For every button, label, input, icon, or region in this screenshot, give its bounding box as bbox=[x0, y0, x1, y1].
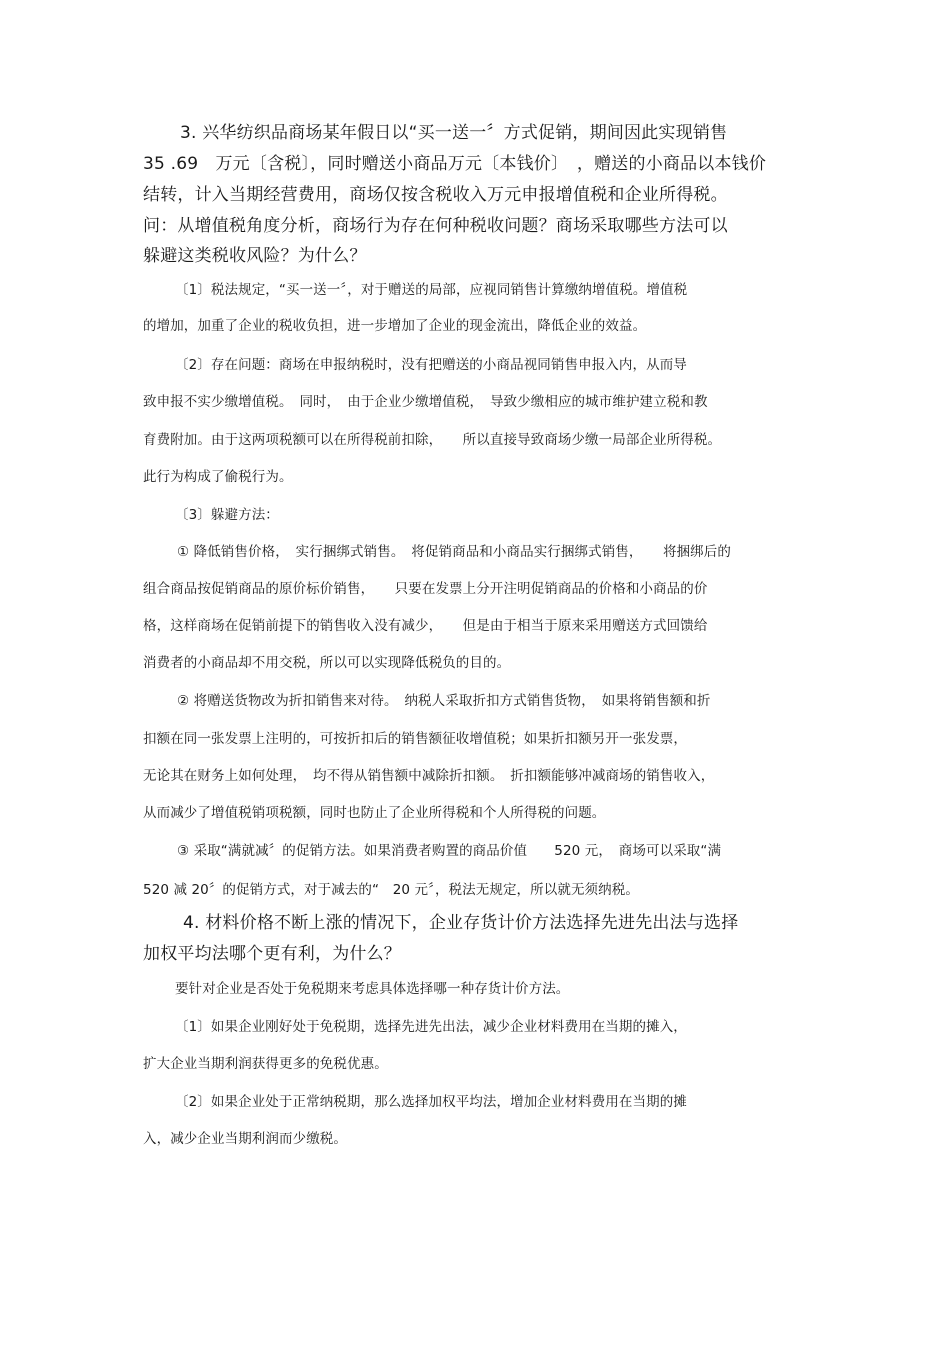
answer3-line-16: ③ 采取“满就减〞的促销方法。如果消费者购置的商品价值 520 元， 商场可以采取“满 bbox=[177, 843, 722, 859]
question3-line-5: 躲避这类税收风险？为什么？ bbox=[143, 246, 367, 266]
answer3-line-14: 无论其在财务上如何处理， 均不得从销售额中减除折扣额。 折扣额能够冲减商场的销售收入， bbox=[143, 768, 715, 784]
answer3-line-17: 520 减 20〞的促销方式，对于减去的“ 20 元〞，税法无规定，所以就无须纳税。 bbox=[143, 882, 639, 898]
answer3-line-10: 格，这样商场在促销前提下的销售收入没有减少， 但是由于相当于原来采用赠送方式回馈给 bbox=[143, 618, 708, 634]
answer4-line-2: 〔1〕如果企业刚好处于免税期，选择先进先出法，减少企业材料费用在当期的摊入， bbox=[175, 1019, 687, 1035]
answer3-line-3: 〔2〕存在问题：商场在申报纳税时，没有把赠送的小商品视同销售申报入内，从而导 bbox=[175, 357, 687, 373]
answer3-line-8: ① 降低销售价格， 实行捆绑式销售。 将促销商品和小商品实行捆绑式销售， 将捆绑后的 bbox=[177, 544, 731, 560]
answer3-line-6: 此行为构成了偷税行为。 bbox=[143, 469, 293, 485]
answer4-line-1: 要针对企业是否处于免税期来考虑具体选择哪一种存货计价方法。 bbox=[175, 981, 570, 997]
answer3-line-15: 从而减少了增值税销项税额，同时也防止了企业所得税和个人所得税的问题。 bbox=[143, 805, 606, 821]
question3-line-1: 3. 兴华纺织品商场某年假日以“买一送一〞方式促销，期间因此实现销售 bbox=[180, 123, 728, 143]
question3-line-2: 35 .69 万元〔含税〕，同时赠送小商品万元〔本钱价〕 ，赠送的小商品以本钱价 bbox=[143, 154, 767, 174]
answer3-line-7: 〔3〕躲避方法： bbox=[175, 507, 279, 523]
question4-line-2: 加权平均法哪个更有利，为什么？ bbox=[143, 944, 401, 964]
answer3-line-5: 育费附加。由于这两项税额可以在所得税前扣除， 所以直接导致商场少缴一局部企业所得税。 bbox=[143, 432, 722, 448]
question4-line-1: 4. 材料价格不断上涨的情况下，企业存货计价方法选择先进先出法与选择 bbox=[183, 913, 739, 933]
answer3-line-11: 消费者的小商品却不用交税，所以可以实现降低税负的目的。 bbox=[143, 655, 511, 671]
answer3-line-12: ② 将赠送货物改为折扣销售来对待。 纳税人采取折扣方式销售货物， 如果将销售额和折 bbox=[177, 693, 711, 709]
answer3-line-1: 〔1〕税法规定，“买一送一〞，对于赠送的局部，应视同销售计算缴纳增值税。增值税 bbox=[175, 282, 688, 298]
answer3-line-9: 组合商品按促销商品的原价标价销售， 只要在发票上分开注明促销商品的价格和小商品的价 bbox=[143, 581, 708, 597]
question3-line-4: 问：从增值税角度分析，商场行为存在何种税收问题？商场采取哪些方法可以 bbox=[143, 216, 728, 236]
answer3-line-2: 的增加，加重了企业的税收负担，进一步增加了企业的现金流出，降低企业的效益。 bbox=[143, 318, 647, 334]
answer4-line-4: 〔2〕如果企业处于正常纳税期，那么选择加权平均法，增加企业材料费用在当期的摊 bbox=[175, 1094, 687, 1110]
answer4-line-3: 扩大企业当期利润获得更多的免税优惠。 bbox=[143, 1056, 388, 1072]
answer3-line-13: 扣额在同一张发票上注明的，可按折扣后的销售额征收增值税；如果折扣额另开一张发票， bbox=[143, 731, 687, 747]
answer4-line-5: 入，减少企业当期利润而少缴税。 bbox=[143, 1131, 347, 1147]
question3-line-3: 结转，计入当期经营费用，商场仅按含税收入万元申报增值税和企业所得税。 bbox=[143, 185, 728, 205]
answer3-line-4: 致申报不实少缴增值税。 同时， 由于企业少缴增值税， 导致少缴相应的城市维护建立税和教 bbox=[143, 394, 708, 410]
